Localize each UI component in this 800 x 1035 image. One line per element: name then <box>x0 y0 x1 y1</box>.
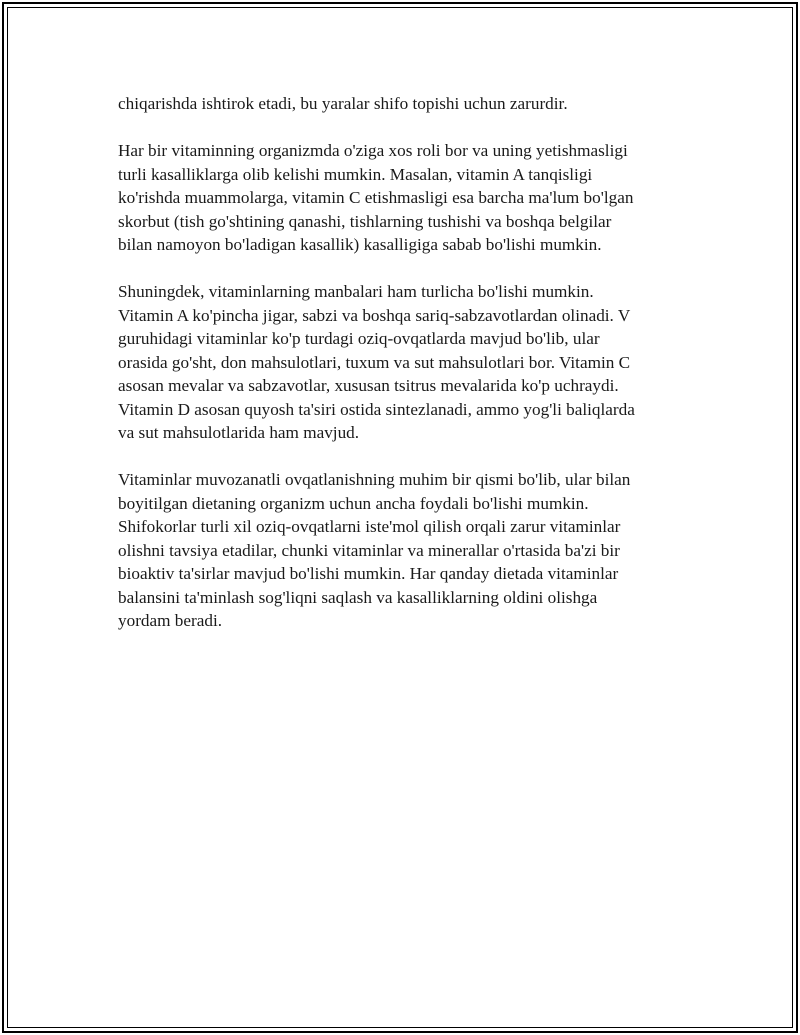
text-line: olishni tavsiya etadilar, chunki vitaminlar va minerallar o'rtasida ba'zi bir <box>118 540 620 560</box>
text-line: asosan mevalar va sabzavotlar, xususan tsitrus mevalarida ko'p uchraydi. <box>118 376 619 395</box>
text-line: skorbut (tish go'shtining qanashi, tishlarning tushishi va boshqa belgilar <box>118 211 612 231</box>
text-line: orasida go'sht, don mahsulotlari, tuxum va sut mahsulotlari bor. Vitamin C <box>118 352 631 372</box>
text-line: turli kasalliklarga olib kelishi mumkin. Masalan, vitamin A tanqisligi <box>118 164 593 184</box>
text-line: boyitilgan dietaning organizm uchun ancha foydali bo'lishi mumkin. <box>118 493 589 513</box>
paragraph-1 <box>118 92 678 116</box>
text-line: Shuningdek, vitaminlarning manbalari ham turlicha bo'lishi mumkin. <box>118 282 594 301</box>
document-body <box>118 92 678 656</box>
text-line: ko'rishda muammolarga, vitamin C etishmasligi esa barcha ma'lum bo'lgan <box>118 188 634 207</box>
text-line: Har bir vitaminning organizmda o'ziga xos roli bor va uning yetishmasligi <box>118 141 628 160</box>
text-line: Shifokorlar turli xil oziq-ovqatlarni iste'mol qilish orqali zarur vitaminlar <box>118 517 621 536</box>
text-line: va sut mahsulotlarida ham mavjud. <box>118 423 360 442</box>
paragraph-3 <box>118 280 678 445</box>
paragraph-2 <box>118 139 678 257</box>
text-line: chiqarishda ishtirok etadi, bu yaralar shifo topishi uchun zarurdir. <box>118 94 568 113</box>
text-line: Vitamin D asosan quyosh ta'siri ostida sintezlanadi, ammo yog'li baliqlarda <box>118 399 635 419</box>
paragraph-4 <box>118 468 678 633</box>
text-line: Vitamin A ko'pincha jigar, sabzi va boshqa sariq-sabzavotlardan olinadi. V <box>118 305 631 325</box>
text-line: yordam beradi. <box>118 611 223 630</box>
text-line: Vitaminlar muvozanatli ovqatlanishning muhim bir qismi bo'lib, ular bilan <box>118 470 631 489</box>
text-line: bilan namoyon bo'ladigan kasallik) kasalligiga sabab bo'lishi mumkin. <box>118 235 602 254</box>
text-line: balansini ta'minlash sog'liqni saqlash va kasalliklarning oldini olishga <box>118 587 598 607</box>
text-line: bioaktiv ta'sirlar mavjud bo'lishi mumkin. Har qanday dietada vitaminlar <box>118 564 619 583</box>
text-line: guruhidagi vitaminlar ko'p turdagi oziq-ovqatlarda mavjud bo'lib, ular <box>118 329 600 348</box>
